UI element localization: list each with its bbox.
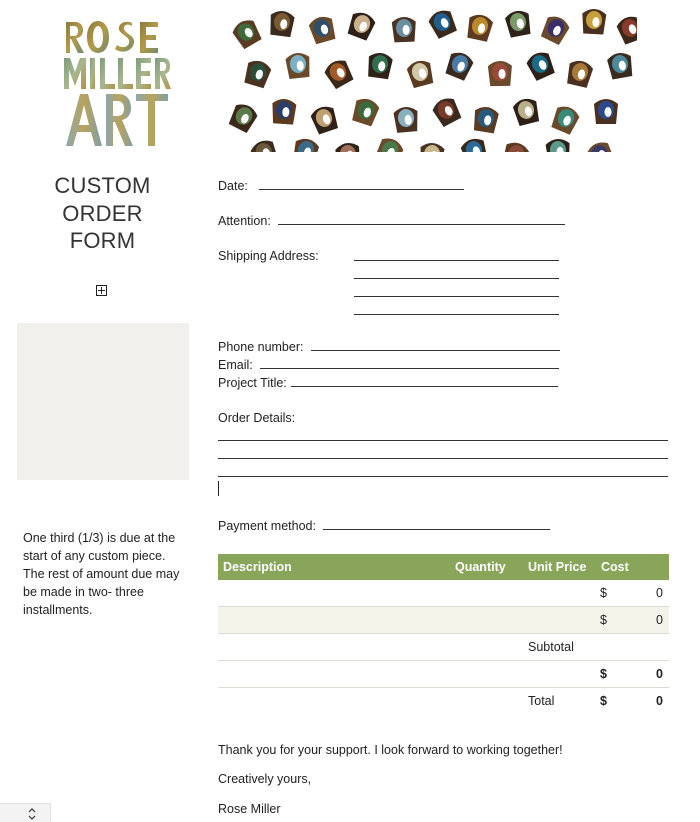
ring-image (309, 104, 340, 135)
signoff-text: Creatively yours, (218, 772, 312, 786)
total-label: Total (528, 694, 555, 708)
ring-image (504, 9, 532, 38)
ring-image (488, 61, 512, 86)
ring-image (565, 59, 594, 89)
project-field[interactable] (291, 375, 558, 387)
title-line: FORM (69, 228, 136, 253)
ring-image (426, 7, 458, 40)
details-line-1[interactable] (218, 440, 668, 441)
details-line-3[interactable] (218, 476, 668, 477)
order-details-row (218, 411, 295, 425)
subtotal-value-row (218, 661, 669, 688)
ring-image (419, 142, 445, 152)
email-label: Email: (218, 358, 253, 372)
subtotal-label-row (218, 634, 669, 661)
ring-image (500, 140, 531, 152)
shipping-line-1[interactable] (354, 260, 559, 261)
order-table (218, 554, 669, 714)
project-label: Project Title: (218, 376, 287, 390)
payment-note: One third (1/3) is due at the start of any custom piece. The rest of amount due may be made in two- three installments. (23, 531, 180, 617)
date-label: Date: (218, 179, 248, 193)
ring-image (594, 99, 618, 124)
email-row (218, 357, 559, 372)
attention-label: Attention: (218, 214, 271, 228)
ring-image (512, 96, 541, 126)
subtotal-currency: $ (600, 667, 607, 681)
details-line-2[interactable] (218, 458, 668, 459)
phone-row (218, 339, 560, 354)
title-line: CUSTOM (54, 173, 151, 198)
project-row (218, 375, 558, 390)
up-down-chevron-icon[interactable] (27, 807, 37, 822)
row-cost: 0 (656, 586, 663, 600)
total-currency: $ (600, 694, 607, 708)
ring-image (366, 51, 393, 79)
ring-image (584, 139, 617, 152)
shipping-label: Shipping Address: (218, 249, 319, 263)
order-details-label: Order Details: (218, 411, 296, 425)
payment-row (218, 518, 550, 533)
ring-image (539, 13, 572, 46)
header-unit-price: Unit Price (528, 560, 587, 574)
ring-image (615, 14, 637, 46)
ring-image (291, 136, 320, 152)
ring-image (472, 105, 500, 133)
ring-image (606, 51, 634, 80)
row-currency: $ (600, 586, 607, 600)
subtotal-value: 0 (656, 667, 663, 681)
ring-image (249, 137, 281, 152)
image-placeholder (17, 323, 189, 480)
payment-label: Payment method: (218, 519, 316, 533)
subtotal-label: Subtotal (528, 640, 574, 654)
date-field[interactable] (259, 178, 464, 190)
ring-image (549, 103, 581, 135)
attention-field[interactable] (278, 213, 565, 225)
ring-image (459, 136, 490, 152)
ring-image (242, 58, 272, 89)
ring-image (406, 58, 436, 88)
shipping-line-3[interactable] (354, 296, 559, 297)
table-row[interactable] (218, 580, 669, 607)
rings-photo (220, 0, 637, 152)
signature-name: Rose Miller (218, 802, 281, 816)
ring-image (307, 14, 337, 45)
scroll-widget[interactable] (0, 803, 51, 822)
header-cost: Cost (601, 560, 629, 574)
table-row[interactable] (218, 607, 669, 634)
ring-image (444, 49, 476, 81)
ring-image (373, 135, 406, 152)
ring-image (350, 96, 381, 127)
attention-row (218, 213, 565, 228)
form-title (30, 172, 175, 255)
phone-field[interactable] (311, 339, 560, 351)
total-row (218, 688, 669, 714)
ring-image (430, 95, 463, 128)
text-cursor (218, 481, 219, 496)
ring-image (322, 57, 355, 91)
ring-image (230, 16, 263, 50)
ring-image (545, 138, 571, 152)
plus-square-icon[interactable] (96, 283, 107, 294)
shipping-line-2[interactable] (354, 278, 559, 279)
ring-image (392, 17, 417, 43)
ring-image (393, 106, 419, 133)
header-quantity: Quantity (455, 560, 506, 574)
shipping-row (218, 249, 319, 263)
thanks-text: Thank you for your support. I look forward to working together! (218, 743, 563, 757)
ring-image (285, 52, 311, 79)
ring-image (346, 9, 377, 41)
ring-image (268, 10, 295, 38)
ring-image (465, 13, 494, 42)
title-line: ORDER (62, 200, 143, 226)
email-field[interactable] (260, 357, 559, 369)
ring-image (334, 141, 362, 152)
phone-label: Phone number: (218, 340, 304, 354)
ring-image (227, 101, 260, 134)
shipping-line-4[interactable] (354, 314, 559, 315)
header-description: Description (223, 560, 292, 574)
ring-image (581, 8, 606, 34)
rose-miller-art-logo (60, 18, 178, 148)
table-header (218, 554, 669, 580)
row-cost: 0 (656, 613, 663, 627)
date-row (218, 178, 464, 193)
payment-field[interactable] (323, 518, 550, 530)
row-currency: $ (600, 613, 607, 627)
ring-image (271, 98, 297, 125)
total-value: 0 (656, 694, 663, 708)
ring-image (525, 49, 557, 82)
